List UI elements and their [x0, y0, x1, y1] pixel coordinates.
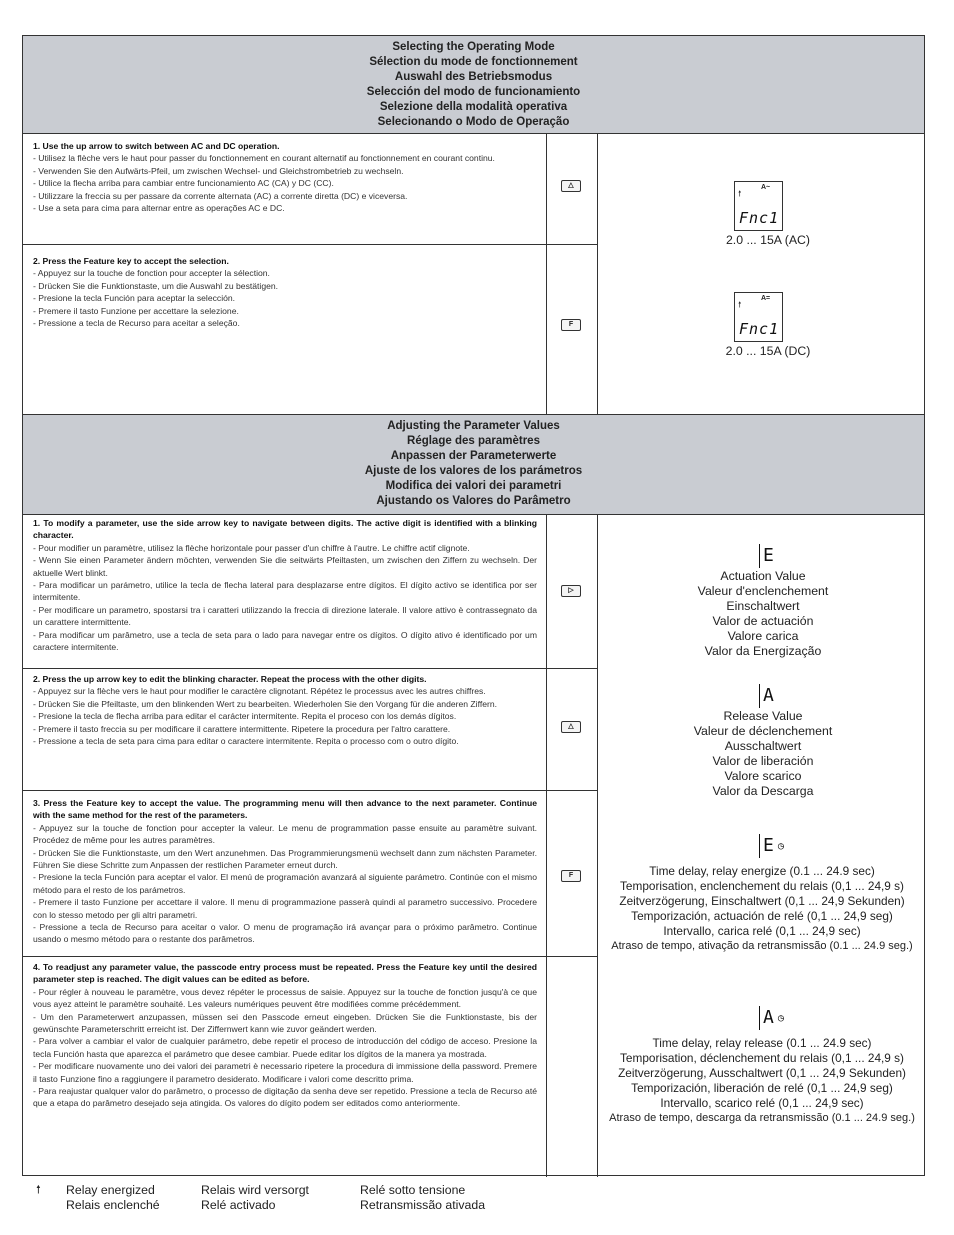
step-line: - Para reajustar qualquer valor do parâmetro, o processo de digitação da senha deve ser repetido. Pressione a tecla de Recurso até que a etapa do parâmetro desejado seja atingida. Os valores do dígito podem ser editados como anteriormente.	[33, 1086, 537, 1109]
step-line: - Verwenden Sie den Aufwärts-Pfeil, um zwischen Wechsel- und Gleichstrombetrieb zu wechseln.	[33, 165, 404, 176]
clock-icon: ◷	[777, 840, 784, 852]
step-line: - Premere il tasto Funzione per accettare il valore. Il menu di programmazione passerà quindi al parametro successivo. Procedere con lo stesso metodo per gli altri parametri.	[33, 897, 537, 920]
caption-line: Valor da Energização	[704, 644, 822, 658]
section1-title-de: Auswahl des Betriebsmodus	[394, 71, 553, 83]
caption-line: Time delay, relay energize (0.1 ... 24.9 sec)	[649, 864, 875, 878]
legend-col-2	[201, 1183, 309, 1213]
step-line: - Pressione a tecla de Recurso para aceitar a seleção.	[33, 318, 240, 329]
relay-arrow-icon: 🠕	[738, 189, 742, 198]
step-line: - Para modificar un parámetro, utilice la tecla de flecha lateral para desplazarse entre dígitos. El dígito activo se identifica por ser intermitente.	[33, 580, 537, 603]
step-line: - Para modificar um parâmetro, use a tecla de seta para o lado para navegar entre os dígitos. O dígito ativo é identificado por um caractere intermitente.	[33, 629, 537, 653]
caption-line: Atraso de tempo, descarga da retransmissão (0.1 ... 24.9 seg.)	[609, 1112, 915, 1124]
step-line: - Utilizzare la freccia su per passare da corrente alternata (AC) a corrente diretta (DC) e viceversa.	[33, 190, 408, 201]
step-line: - Premere il tasto Funzione per accettare la selezione.	[33, 305, 239, 316]
divider	[23, 244, 598, 245]
param-caption-actuation	[623, 569, 903, 659]
caption-line: Valeur de déclenchement	[693, 724, 833, 738]
divider	[23, 790, 598, 791]
divider	[597, 134, 598, 414]
lcd-digits: Fnc1	[739, 320, 780, 338]
section2-title-it: Modifica dei valori dei parametri	[385, 480, 562, 492]
lcd-display-dc	[734, 292, 783, 342]
caption-line: Intervallo, scarico relé (0,1 ... 24,9 sec)	[660, 1096, 864, 1110]
step-line: - Para volver a cambiar el valor de cualquier parámetro, debe repetir el proceso de introducción del código de acceso. Presione la tecla Función hasta que aparezca el parámetro que desee cambiar. Puede editar los dígitos de la manera ya mostrada.	[33, 1036, 537, 1059]
step-title: 3. Press the Feature key to accept the value. The programming menu will then advance to the next parameter. Continue with the same method for the rest of the parameters.	[33, 798, 537, 821]
section1-step-2	[33, 255, 537, 329]
step-line: - Pressione a tecla de Recurso para aceitar o valor. O menu de programação irá avançar para o próximo parâmetro. Continue usando o mesmo método para o restante dos parâmetros.	[33, 922, 537, 945]
step-line: - Premere il tasto freccia su per modificare il carattere intermittente. Ripetere la procedura per l'altro carattere.	[33, 723, 451, 734]
relay-arrow-icon: 🠕	[738, 300, 742, 309]
legend-text: Relais enclenché	[66, 1198, 160, 1212]
divider	[546, 134, 547, 414]
caption-line: Zeitverzögerung, Einschaltwert (0,1 ... 24,9 Sekunden)	[619, 894, 905, 908]
step-line: - Appuyez sur la touche de fonction pour accepter la valeur. Le menu de programmation passe ensuite au paramètre suivant. Procédez de même pour les autres paramètres.	[33, 822, 537, 846]
section2-step-3	[33, 797, 537, 946]
step-line: - Utilice la flecha arriba para cambiar entre funcionamiento AC (CA) y DC (CC).	[33, 178, 334, 189]
clock-icon: ◷	[777, 1012, 784, 1024]
param-symbol: E	[763, 545, 774, 566]
section2-header	[23, 414, 924, 515]
param-caption-release	[623, 709, 903, 799]
feature-key-icon: F	[561, 870, 581, 882]
step-line: - Presione la tecla Función para aceptar el valor. El menú de programación avanzará al siguiente parámetro. Continúe con el mismo método para el resto de los parámetros.	[33, 872, 537, 895]
step-line: - Pour modifier un paramètre, utilisez la flèche horizontale pour passer d'un chiffre à l'autre. Le chiffre actif clignote.	[33, 542, 470, 553]
step-title: 1. To modify a parameter, use the side arrow key to navigate between digits. The active digit is identified with a blinking character.	[33, 518, 537, 541]
instruction-table	[22, 35, 925, 1176]
section1-step-1	[33, 140, 537, 214]
param-indicator-actuation	[759, 544, 774, 568]
lcd-display-ac	[734, 181, 783, 231]
caption-line: Einschaltwert	[726, 599, 800, 613]
section2-step-1	[33, 517, 537, 653]
caption-line: Temporización, actuación de relé (0,1 ... 24,9 seg)	[631, 909, 893, 923]
param-symbol: A	[763, 685, 774, 706]
divider	[23, 668, 598, 669]
legend-col-1	[66, 1183, 160, 1213]
caption-line: Valeur d'enclenchement	[697, 584, 829, 598]
param-indicator-delay-release	[759, 1006, 784, 1030]
caption-line: Valore scarico	[724, 769, 802, 783]
section1-title-es: Selección del modo de funcionamiento	[366, 86, 581, 98]
param-indicator-delay-energize	[759, 834, 784, 858]
param-symbol: E	[763, 835, 774, 856]
caption-line: Valor de liberación	[712, 754, 814, 768]
up-arrow-key-icon: △	[561, 721, 581, 733]
legend-text: Relay energized	[66, 1183, 155, 1197]
legend-col-3	[360, 1183, 485, 1213]
caption-line: Atraso de tempo, ativação da retransmissão (0.1 ... 24.9 seg.)	[611, 940, 913, 952]
param-caption-delay-energize	[598, 864, 926, 954]
step-line: - Pour régler à nouveau le paramètre, vous devez répéter le processus de saisie. Appuyez sur la touche de fonction jusqu'à ce que vous ayez atteint le paramètre souhaité. Les valeurs numériques peuvent être modifiées comme précédemment.	[33, 986, 537, 1010]
caption-line: Ausschaltwert	[724, 739, 802, 753]
section1-title-pt: Selecionando o Modo de Operação	[377, 116, 570, 128]
step-title: 4. To readjust any parameter value, the passcode entry process must be repeated. Press the Feature key until the desired parameter step is reached. The digit values can be edited as before.	[33, 962, 537, 985]
caption-line: Temporisation, enclenchement du relais (0,1 ... 24,9 s)	[620, 879, 904, 893]
caption-line: Intervallo, carica relé (0,1 ... 24,9 sec)	[663, 924, 861, 938]
section2-title-de: Anpassen der Parameterwerte	[390, 450, 557, 462]
step-title: 2. Press the Feature key to accept the selection.	[33, 256, 229, 266]
caption-line: Time delay, relay release (0.1 ... 24.9 sec)	[652, 1036, 872, 1050]
divider	[23, 956, 598, 957]
step-line: - Per modificare un parametro, spostarsi tra i caratteri utilizzando la freccia di direzione laterale. Il valore attivo è contrassegnato da un carattere intermittente.	[33, 604, 537, 628]
section2-title-fr: Réglage des paramètres	[407, 435, 540, 447]
section2-step-4	[33, 961, 537, 1110]
step-line: - Appuyez sur la flèche vers le haut pour modifier le caractère clignotant. Répétez le processus avec les autres chiffres.	[33, 686, 486, 697]
param-indicator-release	[759, 684, 774, 708]
legend-text: Retransmissão ativada	[360, 1198, 486, 1212]
step-line: - Drücken Sie die Pfeiltaste, um den blinkenden Wert zu bearbeiten. Wiederholen Sie den Vorgang für die anderen Ziffern.	[33, 698, 498, 709]
step-line: - Presione la tecla Función para aceptar la selección.	[33, 293, 236, 304]
range-dc	[653, 344, 883, 359]
step-line: - Wenn Sie einen Parameter ändern möchten, verwenden Sie die seitwärts Pfeiltasten, um zwischen den Ziffern zu wechseln. Der aktuelle Wert blinkt.	[33, 555, 537, 578]
legend-text: Relais wird versorgt	[201, 1183, 309, 1197]
step-line: - Per modificare nuovamente uno dei valori dei parametri è necessario ripetere la procedura di immissione della password. Premere il tasto Funzione fino a raggiungere il parametro desiderato. Modificare i valori come descritto prima.	[33, 1061, 537, 1084]
right-arrow-key-icon: ▷	[561, 585, 581, 597]
param-caption-delay-release	[598, 1036, 926, 1126]
caption-line: Temporización, liberación de relé (0,1 ... 24,9 seg)	[631, 1081, 893, 1095]
caption-line: Release Value	[723, 709, 803, 723]
section1-title-it: Selezione della modalità operativa	[379, 101, 568, 113]
step-title: 1. Use the up arrow to switch between AC and DC operation.	[33, 141, 280, 151]
step-line: - Drücken Sie die Funktionstaste, um die Auswahl zu bestätigen.	[33, 280, 279, 291]
section1-header	[23, 36, 924, 134]
feature-key-icon: F	[561, 319, 581, 331]
up-arrow-key-icon: △	[561, 180, 581, 192]
section1-title-en: Selecting the Operating Mode	[392, 41, 555, 53]
section2-step-2	[33, 673, 537, 747]
step-line: - Drücken Sie die Funktionstaste, um den Wert anzunehmen. Das Programmierungsmenü wechselt dann zum nächsten Parameter. Führen Sie diese Schritte zum Anpassen der restlichen Parameter erneut durch.	[33, 847, 537, 871]
step-line: - Use a seta para cima para alternar entre as operações AC e DC.	[33, 203, 285, 214]
section2-title-es: Ajuste de los valores de los parámetros	[364, 465, 583, 477]
step-line: - Utilisez la flèche vers le haut pour passer du fonctionnement en courant alternatif au fonctionnement en courant continu.	[33, 153, 495, 164]
step-line: - Pressione a tecla de seta para cima para editar o caractere intermitente. Repita o processo com o outro dígito.	[33, 736, 459, 747]
lcd-unit: A=	[761, 295, 771, 302]
step-line: - Presione la tecla de flecha arriba para editar el carácter intermitente. Repita el proceso con los demás dígitos.	[33, 711, 457, 722]
caption-line: Actuation Value	[720, 569, 806, 583]
lcd-digits: Fnc1	[739, 209, 780, 227]
lcd-unit: A~	[761, 184, 771, 191]
caption-line: Valore carica	[727, 629, 799, 643]
range-ac	[653, 233, 883, 248]
param-symbol: A	[763, 1007, 774, 1028]
up-arrow-icon: 🠕	[36, 1184, 41, 1196]
step-line: - Appuyez sur la touche de fonction pour accepter la sélection.	[33, 268, 270, 279]
step-title: 2. Press the up arrow key to edit the blinking character. Repeat the process with the other digits.	[33, 674, 427, 684]
caption-line: Zeitverzögerung, Ausschaltwert (0,1 ... 24,9 Sekunden)	[618, 1066, 906, 1080]
caption-line: Valor da Descarga	[712, 784, 814, 798]
legend-text: Relé activado	[201, 1198, 276, 1212]
legend-text: Relé sotto tensione	[360, 1183, 466, 1197]
section2-title-en: Adjusting the Parameter Values	[387, 420, 560, 432]
section2-title-pt: Ajustando os Valores do Parâmetro	[376, 495, 571, 507]
range-ac-text: 2.0 ... 15A (AC)	[725, 233, 811, 247]
caption-line: Valor de actuación	[712, 614, 814, 628]
range-dc-text: 2.0 ... 15A (DC)	[725, 344, 811, 358]
section1-title-fr: Sélection du mode de fonctionnement	[369, 56, 578, 68]
caption-line: Temporisation, déclenchement du relais (0,1 ... 24,9 s)	[620, 1051, 904, 1065]
step-line: - Um den Parameterwert anzupassen, müssen sei den Passcode erneut eingeben. Drücken Sie die Funktionstaste, bis der gewünschte Parameterschritt erreicht ist. Der Ziffernwert kann wie zuvor geändert werden.	[33, 1011, 537, 1035]
divider	[546, 515, 547, 1177]
